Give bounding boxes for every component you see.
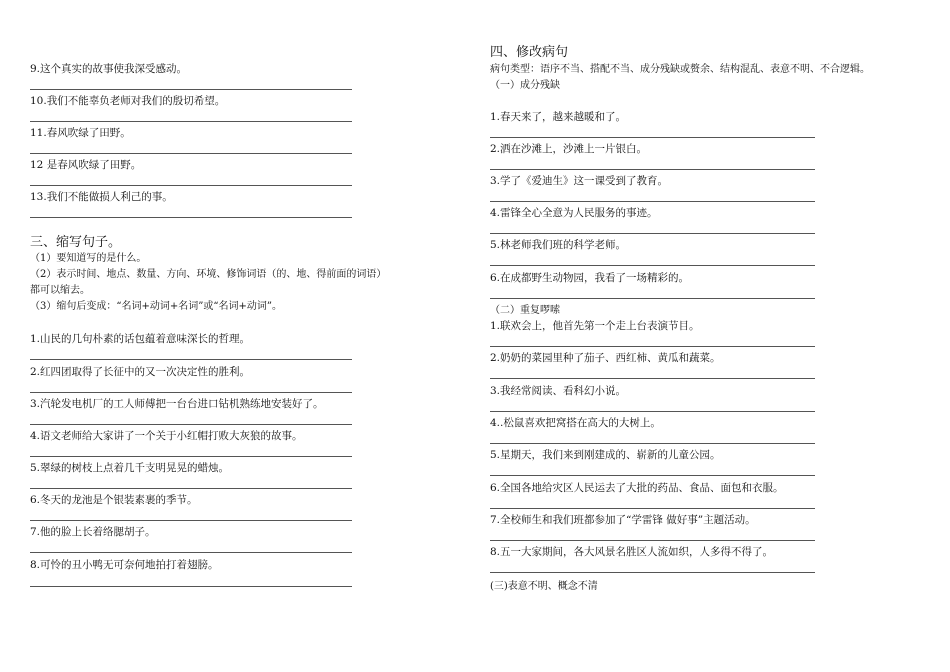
exercise-item: 1.山民的几句朴素的话包蕴着意味深长的哲理。 [30,333,251,345]
answer-line[interactable] [30,153,352,154]
exercise-item: 1.联欢会上，他首先第一个走上台表演节目。 [490,320,700,332]
exercise-item: 2.洒在沙滩上，沙滩上一片银白。 [490,143,648,155]
answer-line[interactable] [490,572,815,573]
exercise-item: 6.冬天的龙池是个银装素裹的季节。 [30,494,198,506]
exercise-item: 13.我们不能做损人利己的事。 [30,191,173,203]
answer-line[interactable] [490,137,815,138]
exercise-item: 12 是春风吹绿了田野。 [30,159,142,171]
exercise-item: 4.雷锋全心全意为人民服务的事迹。 [490,207,658,219]
section-note: （3）缩句后变成：“名词+动词+名词”或“名词+动词”。 [30,301,282,312]
answer-line[interactable] [30,217,352,218]
answer-line[interactable] [490,265,815,266]
answer-line[interactable] [490,508,815,509]
answer-line[interactable] [490,233,815,234]
exercise-item: 8.五一大家期间，各大风景名胜区人流如织，人多得不得了。 [490,546,774,558]
exercise-item: 10.我们不能辜负老师对我们的殷切希望。 [30,95,226,107]
exercise-item: 1.春天来了，越来越暖和了。 [490,111,627,123]
exercise-item: 7.全校师生和我们班都参加了“学雷锋 做好事”主题活动。 [490,514,756,526]
exercise-item: 2.红四团取得了长征中的又一次决定性的胜利。 [30,366,251,378]
answer-line[interactable] [490,298,815,299]
answer-line[interactable] [30,552,352,553]
exercise-item: 7.他的脸上长着络腮胡子。 [30,526,156,538]
exercise-item: 11.春风吹绿了田野。 [30,127,131,139]
exercise-item: 8.可怜的丑小鸭无可奈何地拍打着翅膀。 [30,559,219,571]
answer-line[interactable] [490,169,815,170]
answer-line[interactable] [30,121,352,122]
answer-line[interactable] [30,424,352,425]
answer-line[interactable] [30,89,352,90]
answer-line[interactable] [490,475,815,476]
section-note: 病句类型：语序不当、搭配不当、成分残缺或赘余、结构混乱、表意不明、不合逻辑。 [490,64,870,75]
exercise-item: 6.全国各地给灾区人民运去了大批的药品、食品、面包和衣服。 [490,482,784,494]
exercise-item: 3.我经常阅读、看科幻小说。 [490,385,627,397]
answer-line[interactable] [30,185,352,186]
subsection-title: （一）成分残缺 [490,80,560,91]
exercise-item: 3.汽轮发电机厂的工人师傅把一台台进口钻机熟练地安装好了。 [30,398,324,410]
exercise-item: 4..松鼠喜欢把窝搭在高大的大树上。 [490,417,661,429]
answer-line[interactable] [30,456,352,457]
exercise-item: 2.奶奶的菜园里种了茄子、西红柿、黄瓜和蔬菜。 [490,352,721,364]
answer-line[interactable] [490,346,815,347]
section-note: 都可以缩去。 [30,285,90,296]
answer-line[interactable] [30,520,352,521]
exercise-item: 4.语文老师给大家讲了一个关于小红帽打败大灰狼的故事。 [30,430,303,442]
answer-line[interactable] [30,392,352,393]
section-note: （1）要知道写的是什么。 [30,253,147,264]
exercise-item: 9.这个真实的故事使我深受感动。 [30,63,188,75]
answer-line[interactable] [30,586,352,587]
exercise-item: 6.在成都野生动物园，我看了一场精彩的。 [490,272,690,284]
answer-line[interactable] [30,359,352,360]
section-title: 四、修改病句 [490,45,569,60]
subsection-title: (三)表意不明、概念不清 [490,581,598,592]
exercise-item: 5.林老师我们班的科学老师。 [490,239,627,251]
exercise-item: 5.翠绿的树枝上点着几千支明晃晃的蜡烛。 [30,462,230,474]
answer-line[interactable] [30,488,352,489]
section-title: 三、缩写句子。 [30,235,122,250]
answer-line[interactable] [490,411,815,412]
section-note: （2）表示时间、地点、数量、方向、环境、修饰词语（的、地、得前面的词语） [30,269,387,280]
subsection-title: （二）重复啰嗦 [490,305,560,316]
answer-line[interactable] [490,378,815,379]
answer-line[interactable] [490,201,815,202]
exercise-item: 3.学了《爱迪生》这一课受到了教育。 [490,175,669,187]
answer-line[interactable] [490,443,815,444]
answer-line[interactable] [490,540,815,541]
exercise-item: 5.星期天，我们来到刚建成的、崭新的儿童公园。 [490,449,721,461]
